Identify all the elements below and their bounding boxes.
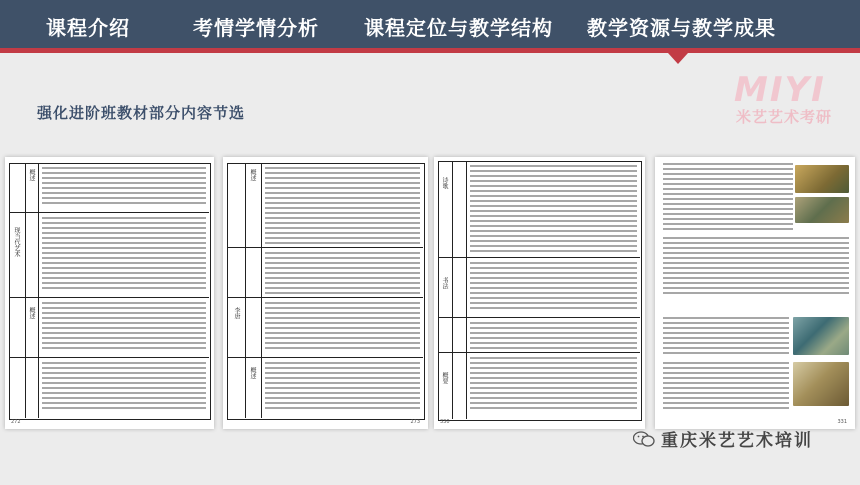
tab-teaching-resources[interactable]: 教学资源与教学成果 <box>587 16 776 40</box>
tab-course-structure[interactable]: 课程定位与教学结构 <box>364 16 553 40</box>
page1-text-block-2 <box>42 217 206 292</box>
tab-course-intro[interactable]: 课程介绍 <box>46 16 130 40</box>
page3-text-block-4 <box>470 357 637 412</box>
textbook-page-2 <box>223 157 428 429</box>
textbook-page-4 <box>655 157 855 429</box>
page3-text-block-2 <box>470 262 637 312</box>
page2-number: 273 <box>410 419 420 425</box>
textbook-page-1 <box>5 157 214 429</box>
page1-text-block-3 <box>42 302 206 352</box>
page1-label-modern-art: 现当代艺术 <box>13 227 20 257</box>
page2-text-block-4 <box>265 362 420 412</box>
page3-label-poetry: 诗歌 <box>441 177 448 189</box>
page2-label-overview-2: 概述 <box>249 367 256 379</box>
page2-label-li-tang: 李唐 <box>233 307 240 319</box>
logo-wordmark: MIYI <box>734 70 826 110</box>
page2-text-block-3 <box>265 302 420 352</box>
page1-label-overview: 概述 <box>28 169 35 181</box>
top-navigation-bar <box>0 0 860 48</box>
page1-label-overview-2: 概述 <box>28 307 35 319</box>
page1-text-block-4 <box>42 362 206 412</box>
page2-text-block <box>265 167 420 247</box>
wechat-watermark <box>633 426 813 451</box>
section-subtitle: 强化进阶班教材部分内容节选 <box>37 104 246 122</box>
painting-thumbnail-2 <box>795 197 849 223</box>
watermark-text: 重庆米艺艺术培训 <box>661 431 813 451</box>
page4-number: 331 <box>837 419 847 425</box>
page3-number: 330 <box>440 419 450 425</box>
page3-text-block-3 <box>470 322 637 352</box>
header-accent-line <box>0 48 860 53</box>
wechat-icon <box>633 431 655 447</box>
page4-text-block-2 <box>663 237 849 297</box>
page4-text-block-3 <box>663 317 789 357</box>
painting-thumbnail-4 <box>793 362 849 406</box>
brand-logo <box>728 70 848 130</box>
tab-exam-analysis[interactable]: 考情学情分析 <box>193 16 319 40</box>
page3-text-block <box>470 165 637 255</box>
painting-thumbnail-3 <box>793 317 849 355</box>
page4-text-block-4 <box>663 362 789 412</box>
page1-text-block <box>42 167 206 207</box>
page1-number: 272 <box>11 419 21 425</box>
page3-label-summary: 概要 <box>441 372 448 384</box>
page2-text-block-2 <box>265 252 420 297</box>
painting-thumbnail-1 <box>795 165 849 193</box>
active-tab-indicator <box>668 53 688 64</box>
page2-label-overview: 概述 <box>249 169 256 181</box>
textbook-page-3 <box>434 157 645 429</box>
logo-name: 米艺艺术考研 <box>736 108 833 126</box>
page4-text-block <box>663 163 793 233</box>
page3-label-calligraphy: 书法 <box>441 277 448 289</box>
